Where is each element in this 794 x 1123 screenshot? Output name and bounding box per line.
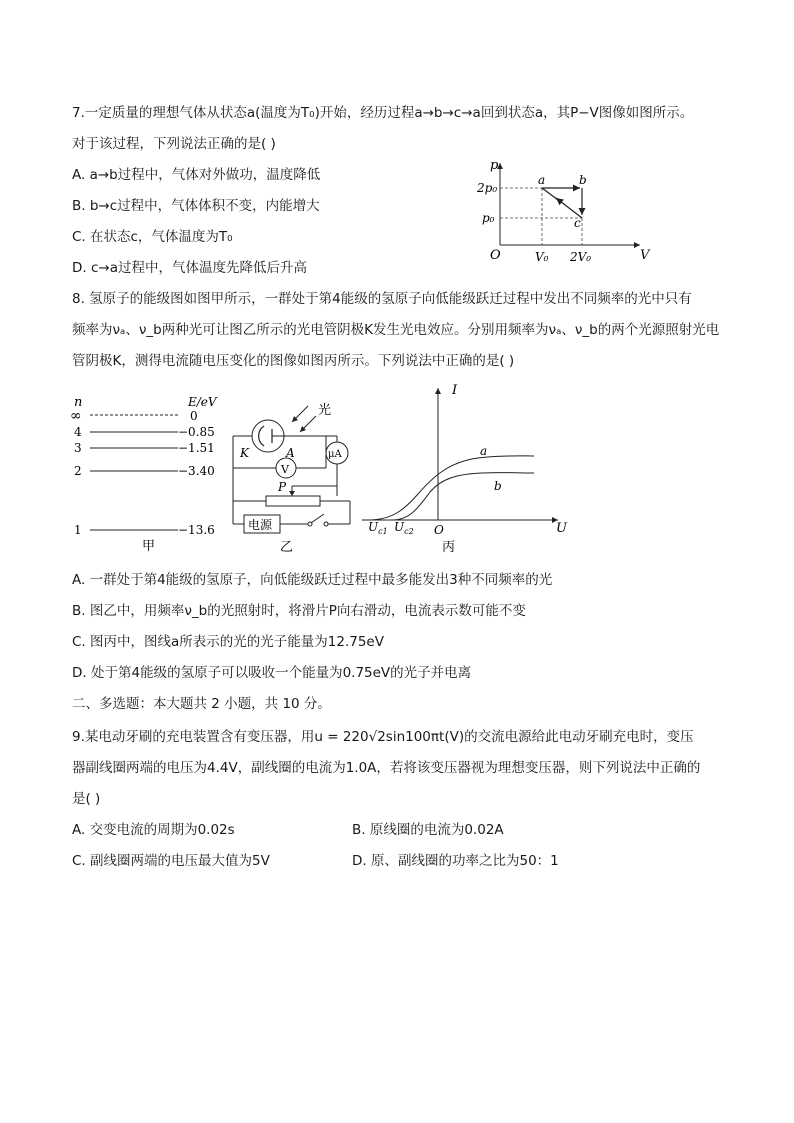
pv-process-ca-1 [556,198,582,218]
pv-point-c: c [574,216,581,230]
q8-stem-line2: 频率为νₐ、ν_b两种光可让图乙所示的光电管阴极K发生光电效应。分别用频率为νₐ、ν_b的两个光源照射光电 [72,322,720,338]
level-4-label: 4 [74,425,82,439]
q7-option-b: B. b→c过程中，气体体积不变，内能增大 [72,198,320,214]
level-inf-label: ∞ [70,408,82,424]
q9-option-d: D. 原、副线圈的功率之比为50：1 [352,853,559,869]
photoelectric-circuit [230,398,360,555]
pv-v-label: V [640,248,650,263]
pv-point-a: a [538,173,546,187]
iv-u-label: U [556,521,567,536]
ammeter-label: μA [328,449,342,460]
q7-option-c: C. 在状态c，气体温度为T₀ [72,229,233,245]
q7-stem-line1: 7.一定质量的理想气体从状态a(温度为T₀)开始，经历过程a→b→c→a回到状态a，其P−V图像如图所示。 [72,105,694,121]
level-1-label: 1 [74,523,82,537]
level-2-label: 2 [74,464,82,478]
q8-option-c: C. 图丙中，图线a所表示的光的光子能量为12.75eV [72,634,384,650]
levels-n-header: n [74,395,83,410]
q8-stem-line3: 管阴极K，测得电流随电压变化的图像如图丙所示。下列说法中正确的是( ) [72,353,515,369]
q9-option-a: A. 交变电流的周期为0.02s [72,822,235,838]
slider-label: P [278,480,287,494]
level-2-energy: −3.40 [178,464,215,478]
iv-curve-a [368,456,534,520]
iv-uc2-label: $U_{c2}$ [394,520,414,536]
q7-option-d: D. c→a过程中，气体温度先降低后升高 [72,260,307,276]
q7-stem-line2: 对于该过程，下列说法正确的是( ) [72,136,276,152]
q9-option-c: C. 副线圈两端的电压最大值为5V [72,853,270,869]
pv-process-ca-2 [542,188,558,200]
pv-2p0-label: 2p₀ [477,181,498,195]
section-heading: 二、多选题：本大题共 2 小题，共 10 分。 [72,696,331,712]
iv-i-label: I [452,383,458,398]
pv-2v0-label: 2V₀ [570,250,592,264]
q9-stem-line3: 是( ) [72,791,101,807]
iv-graph [362,382,572,555]
light-label: 光 [318,403,332,418]
q9-option-b: B. 原线圈的电流为0.02A [352,822,504,838]
q9-stem-line2: 器副线圈两端的电压为4.4V，副线圈的电流为1.0A，若将该变压器视为理想变压器，则下列说法中正确的 [72,760,701,776]
pv-p-label: p [490,158,499,173]
levels-e-header: E/eV [188,395,217,409]
q9-stem-line1: 9.某电动牙刷的充电装置含有变压器，用u = 220√2sin100πt(V)的交流电源给此电动牙刷充电时，变压 [72,729,694,745]
anode-label: A [286,446,295,460]
power-source-label: 电源 [248,518,273,532]
cathode-label: K [240,446,249,460]
iv-uc1-label: $U_{c1}$ [368,520,388,536]
rheostat [266,496,320,506]
q8-option-d: D. 处于第4能级的氢原子可以吸收一个能量为0.75eV的光子并电离 [72,665,472,681]
pv-v0-label: V₀ [535,250,549,264]
circuit-caption: 乙 [280,540,294,555]
levels-caption: 甲 [142,539,156,554]
level-3-label: 3 [74,441,82,455]
iv-origin-label: O [434,523,444,537]
voltmeter-label: V [281,463,289,476]
energy-level-diagram [70,390,230,555]
switch [311,514,324,523]
pv-graph [470,155,660,265]
iv-curve-a-label: a [480,444,488,458]
pv-p0-label: p₀ [482,211,495,225]
q8-option-b: B. 图乙中，用频率ν_b的光照射时，将滑片P向右滑动，电流表示数可能不变 [72,603,526,619]
q8-option-a: A. 一群处于第4能级的氢原子，向低能级跃迁过程中最多能发出3种不同频率的光 [72,572,553,588]
pv-origin-label: O [490,248,501,263]
iv-caption: 丙 [442,540,456,555]
q7-option-a: A. a→b过程中，气体对外做功，温度降低 [72,167,321,183]
level-3-energy: −1.51 [178,441,215,455]
level-1-energy: −13.6 [178,523,215,537]
iv-curve-b-label: b [494,479,502,493]
level-4-energy: −0.85 [178,425,215,439]
level-inf-energy: 0 [190,409,198,423]
pv-point-b: b [579,173,587,187]
iv-curve-b [392,473,534,520]
q8-stem-line1: 8. 氢原子的能级图如图甲所示，一群处于第4能级的氢原子向低能级跃迁过程中发出不同频率的光中只有 [72,291,692,307]
